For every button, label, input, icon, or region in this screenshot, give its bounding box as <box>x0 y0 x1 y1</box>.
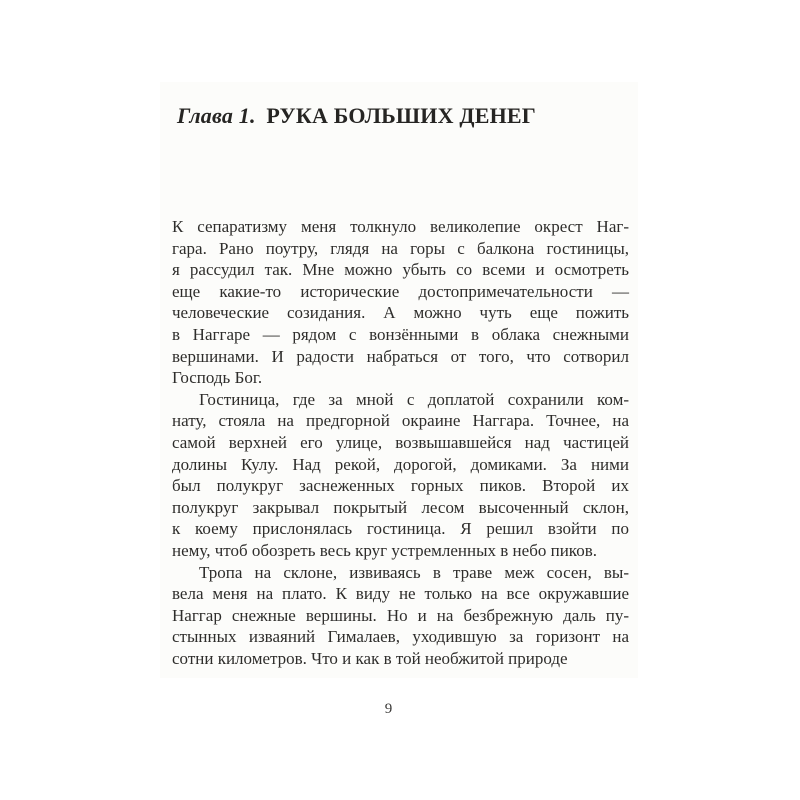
text-line: полукруг закрывал покрытый лесом высоченный склон, <box>172 497 629 517</box>
body-text <box>172 216 629 669</box>
chapter-number: Глава 1. <box>177 103 256 128</box>
text-line: гара. Рано поутру, глядя на горы с балкона гостиницы, <box>172 238 629 258</box>
text-line: Наггар снежные вершины. Но и на безбрежную даль пу- <box>172 605 629 625</box>
text-line: долины Кулу. Над рекой, дорогой, домиками. За ними <box>172 454 629 474</box>
text-line: вершинами. И радости набраться от того, что сотворил <box>172 346 629 366</box>
text-line: человеческие созидания. А можно чуть еще пожить <box>172 303 629 323</box>
paragraph <box>172 216 629 389</box>
chapter-heading <box>177 103 536 129</box>
text-line: сотни километров. Что и как в той необжитой природе <box>172 648 568 668</box>
paragraph <box>172 562 629 670</box>
text-line: в Наггаре — рядом с вонзёнными в облака снежными <box>172 324 629 344</box>
text-line: к коему прислонялась гостиница. Я решил взойти по <box>172 519 629 539</box>
page-number: 9 <box>384 701 393 717</box>
text-line: был полукруг заснеженных горных пиков. Второй их <box>172 476 629 496</box>
text-line: самой верхней его улице, возвышавшейся над частицей <box>172 432 629 452</box>
text-line: К сепаратизму меня толкнуло великолепие окрест Наг- <box>172 217 629 236</box>
text-line: нату, стояла на предгорной окраине Наггара. Точнее, на <box>172 411 629 431</box>
text-line: Господь Бог. <box>172 368 263 388</box>
text-line: еще какие-то исторические достопримечательности — <box>172 281 629 301</box>
paragraph <box>172 389 629 562</box>
text-line: Гостиница, где за мной с доплатой сохранили ком- <box>199 389 629 409</box>
text-line: я рассудил так. Мне можно убыть со всеми и осмотреть <box>172 260 629 280</box>
chapter-title: РУКА БОЛЬШИХ ДЕНЕГ <box>266 103 536 128</box>
text-line: нему, чтоб обозреть весь круг устремленных в небо пиков. <box>172 540 597 560</box>
text-line: вела меня на плато. К виду не только на все окружавшие <box>172 584 629 604</box>
text-line: стынных изваяний Гималаев, уходившую за горизонт на <box>172 627 629 647</box>
text-line: Тропа на склоне, извиваясь в траве меж сосен, вы- <box>199 562 629 582</box>
